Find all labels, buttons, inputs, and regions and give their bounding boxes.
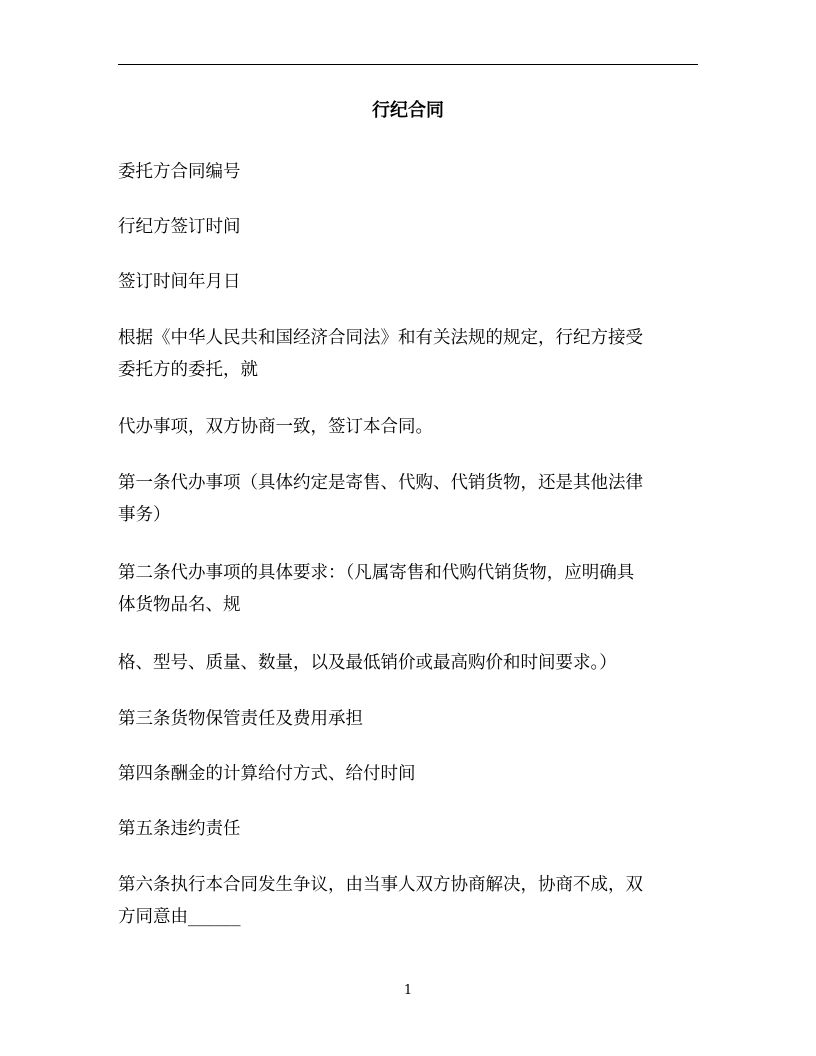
paragraph-line: 第二条代办事项的具体要求：（凡属寄售和代购代销货物，应明确具 xyxy=(118,563,635,583)
paragraph-article-4 xyxy=(118,758,698,790)
paragraph-article-3 xyxy=(118,703,698,735)
paragraph-line: 第六条执行本合同发生争议，由当事人双方协商解决，协商不成，双 xyxy=(118,875,643,895)
paragraph-article-5 xyxy=(118,813,698,845)
document-title: 行纪合同 xyxy=(372,100,444,121)
paragraph-line: 第四条酬金的计算给付方式、给付时间 xyxy=(118,764,416,784)
paragraph-line: 第五条违约责任 xyxy=(118,819,241,839)
paragraph-line: 第三条货物保管责任及费用承担 xyxy=(118,709,363,729)
paragraph-line: 方同意由______ xyxy=(118,907,241,927)
header-rule xyxy=(118,64,698,65)
paragraph-signing-date xyxy=(118,266,698,298)
paragraph-line: 行纪方签订时间 xyxy=(118,217,241,237)
paragraph-line: 代办事项，双方协商一致，签订本合同。 xyxy=(118,417,433,437)
paragraph-agent-signing-time xyxy=(118,211,698,243)
paragraph-line: 第一条代办事项（具体约定是寄售、代购、代销货物，还是其他法律 xyxy=(118,473,643,493)
paragraph-article-2-continued xyxy=(118,647,698,679)
paragraph-preamble xyxy=(118,322,698,386)
paragraph-line: 体货物品名、规 xyxy=(118,595,241,615)
paragraph-agreement xyxy=(118,411,698,443)
paragraph-client-contract-no xyxy=(118,156,698,188)
paragraph-line: 委托方的委托，就 xyxy=(118,360,258,380)
paragraph-line: 签订时间年月日 xyxy=(118,272,241,292)
paragraph-line: 根据《中华人民共和国经济合同法》和有关法规的规定，行纪方接受 xyxy=(118,328,643,348)
paragraph-article-6 xyxy=(118,869,698,933)
page-number: 1 xyxy=(403,983,413,998)
paragraph-article-2 xyxy=(118,557,698,621)
paragraph-line: 格、型号、质量、数量，以及最低销价或最高购价和时间要求。） xyxy=(118,653,617,673)
paragraph-article-1 xyxy=(118,467,698,531)
paragraph-line: 委托方合同编号 xyxy=(118,162,241,182)
paragraph-line: 事务） xyxy=(118,505,171,525)
